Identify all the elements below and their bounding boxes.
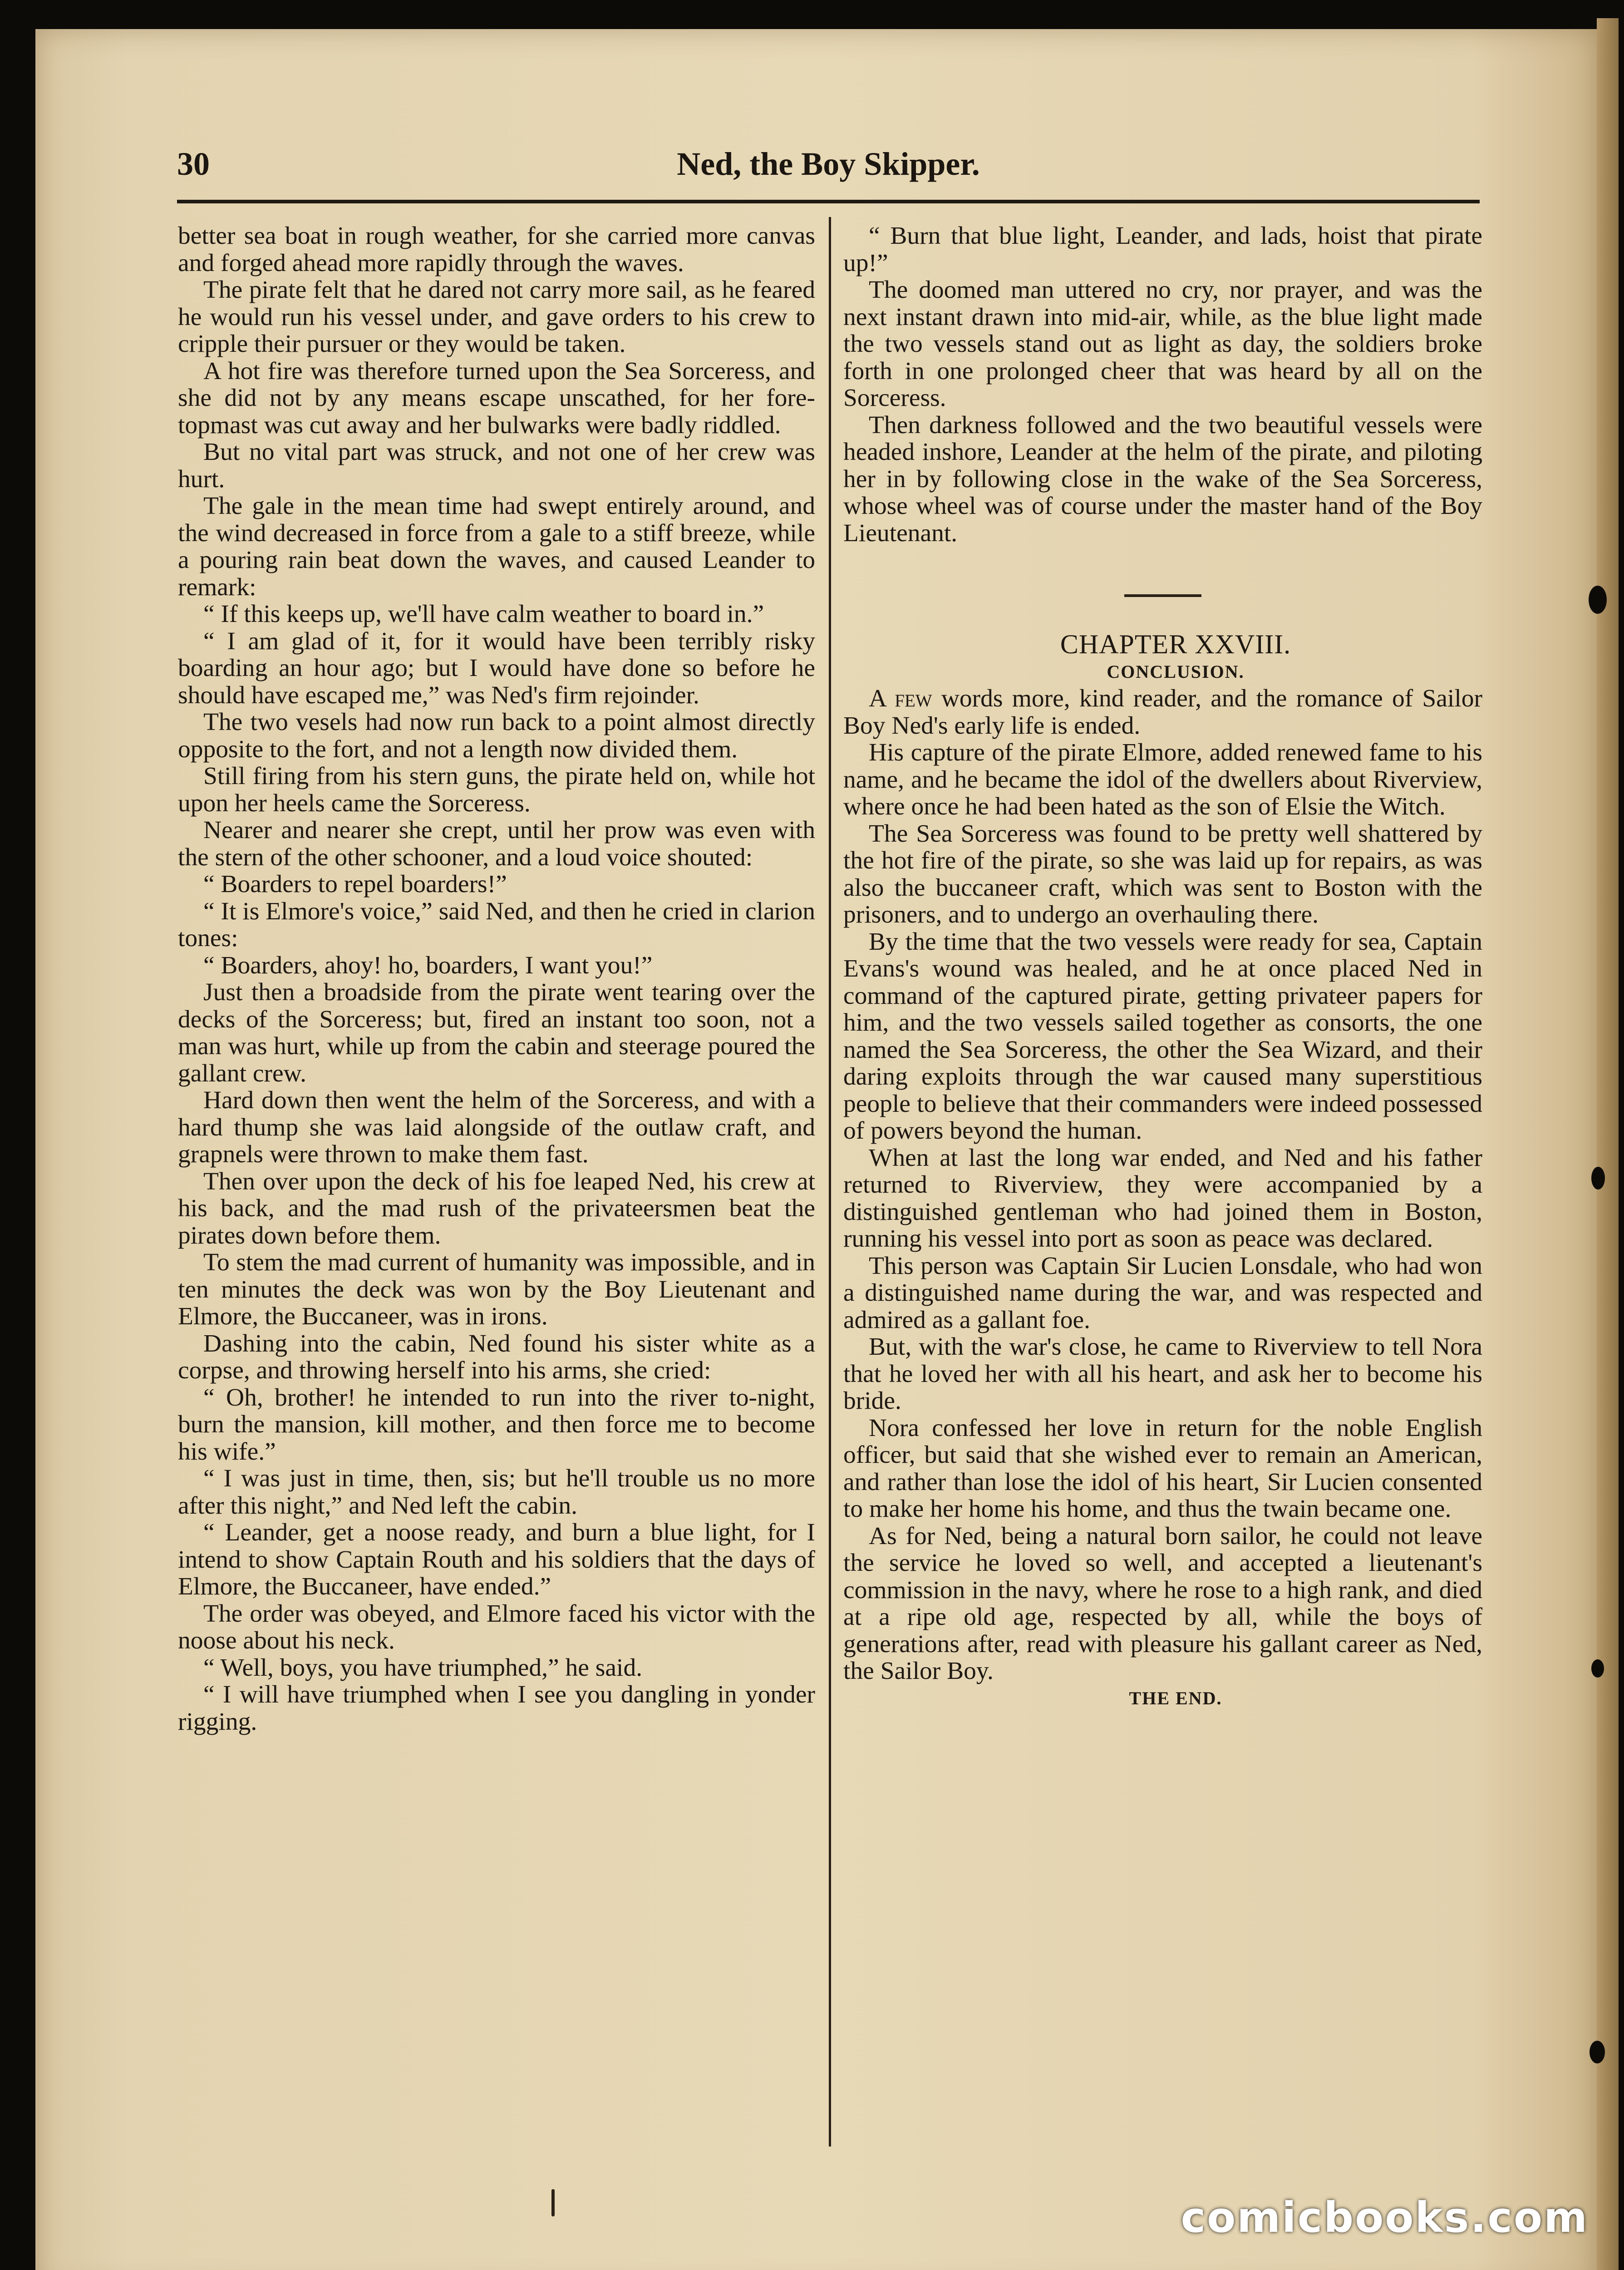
paragraph: By the time that the two vessels were ready for sea, Captain Evans's wound was healed, and he at once placed Ned in command of the captured pirate, getting privateer papers for him, and the two vessels sailed together as consorts, the one named the Sea Sorceress, the other the Sea Wizard, and their daring exploits through the war caused many superstitious people to believe that their commanders were indeed possessed of powers beyond the human. <box>843 928 1482 1145</box>
paragraph: Then darkness followed and the two beautiful vessels were headed inshore, Leander at the helm of the pirate, and piloting her in by following close in the wake of the Sea Sorceress, whose wheel was of course under the master hand of the Boy Lieutenant. <box>843 411 1482 547</box>
header-rule <box>177 200 1480 203</box>
paragraph: The doomed man uttered no cry, nor prayer, and was the next instant drawn into mid-air, while, as the blue light made the two vessels stand out as light as day, the soldiers broke forth in one prolonged cheer that was heard by all on the Sorceress. <box>843 276 1482 412</box>
left-column <box>178 222 815 1735</box>
right-column <box>843 222 1482 1712</box>
paragraph: But no vital part was struck, and not one of her crew was hurt. <box>178 438 815 493</box>
paragraph: Then over upon the deck of his foe leaped Ned, his crew at his back, and the mad rush of the privateersmen beat the pirates down before them. <box>178 1167 815 1249</box>
binding-hole <box>1591 1659 1604 1678</box>
paragraph: Dashing into the cabin, Ned found his sister white as a corpse, and throwing herself into his arms, she cried: <box>178 1329 815 1384</box>
paragraph: As for Ned, being a natural born sailor, he could not leave the service he loved so well, and accepted a lieutenant's commission in the navy, where he rose to a high rank, and died at a ripe old age, respected by all, while the boys of generations after, read with pleasure his gallant career as Ned, the Sailor Boy. <box>843 1522 1482 1685</box>
paragraph: “ I am glad of it, for it would have been terribly risky boarding an hour ago; but I would have done so before he should have escaped me,” was Ned's firm rejoinder. <box>178 627 815 709</box>
paragraph: His capture of the pirate Elmore, added renewed fame to his name, and he became the idol of the dwellers about Riverview, where once he had been hated as the son of Elsie the Witch. <box>843 739 1482 820</box>
paragraph: Hard down then went the helm of the Sorceress, and with a hard thump she was laid alongside of the outlaw craft, and grapnels were thrown to make them fast. <box>178 1086 815 1168</box>
paragraph: “ I will have triumphed when I see you dangling in yonder rigging. <box>178 1681 815 1736</box>
opening-small-caps: A few <box>869 685 932 712</box>
watermark: comicbooks.com <box>1181 2193 1589 2242</box>
page-header <box>177 145 1480 195</box>
paragraph: “ Boarders, ahoy! ho, boarders, I want you!” <box>203 951 653 979</box>
paragraph: “ Well, boys, you have triumphed,” he said. <box>203 1653 643 1682</box>
page-number: 30 <box>177 146 210 182</box>
paragraph: The order was obeyed, and Elmore faced his victor with the noose about his neck. <box>178 1599 815 1654</box>
paragraph: To stem the mad current of humanity was impossible, and in ten minutes the deck was won by the Boy Lieutenant and Elmore, the Buccaneer, was in irons. <box>178 1248 815 1330</box>
chapter-opening-paragraph <box>843 685 1482 739</box>
page-edge <box>1597 18 1619 2270</box>
binding-hole <box>1591 1167 1605 1189</box>
paragraph: “ Oh, brother! he intended to run into the river to-night, burn the mansion, kill mother, and then force me to become his wife.” <box>178 1383 815 1466</box>
paragraph: “ If this keeps up, we'll have calm weather to board in.” <box>203 600 764 628</box>
paragraph: “ I was just in time, then, sis; but he'll trouble us no more after this night,” and Ned left the cabin. <box>178 1465 815 1520</box>
print-mark <box>551 2189 555 2216</box>
section-rule <box>1124 594 1201 597</box>
opening-text: words more, kind reader, and the romance of Sailor Boy Ned's early life is ended. <box>843 685 1482 740</box>
paragraph: “ Boarders to repel boarders!” <box>203 870 507 898</box>
column-divider <box>829 217 831 2147</box>
paragraph: But, with the war's close, he came to Riverview to tell Nora that he loved her with all his heart, and ask her to become his bride. <box>843 1333 1482 1415</box>
paragraph: “ It is Elmore's voice,” said Ned, and then he cried in clarion tones: <box>178 897 815 952</box>
binding-hole <box>1590 2041 1605 2063</box>
paragraph: The two vesels had now run back to a point almost directly opposite to the fort, and not a length now divided them. <box>178 708 815 763</box>
paragraph: A hot fire was therefore turned upon the Sea Sorceress, and she did not by any means escape unscathed, for her fore-topmast was cut away and her bulwarks were badly riddled. <box>178 357 815 439</box>
paragraph: Just then a broadside from the pirate went tearing over the decks of the Sorceress; but, fired an instant too soon, not a man was hurt, while up from the cabin and steerage poured the gallant crew. <box>178 978 815 1087</box>
paragraph: The gale in the mean time had swept entirely around, and the wind decreased in force from a gale to a stiff breeze, while a pouring rain beat down the waves, and caused Leander to remark: <box>178 492 815 601</box>
paragraph: When at last the long war ended, and Ned and his father returned to Riverview, they were accompanied by a distinguished gentleman who had joined them in Boston, running his vessel into port as soon as peace was declared. <box>843 1144 1482 1253</box>
paragraph: Nora confessed her love in return for the noble English officer, but said that she wished ever to remain an American, and rather than lose the idol of his heart, Sir Lucien consented to make her home his home, and thus the twain became one. <box>843 1414 1482 1523</box>
paragraph: The Sea Sorceress was found to be pretty well shattered by the hot fire of the pirate, so she was laid up for repairs, as was also the buccaneer craft, which was sent to Boston with the prisoners, and to undergo an overhauling there. <box>843 819 1482 928</box>
chapter-title: CHAPTER XXVIII. <box>1060 629 1291 659</box>
paragraph: “ Leander, get a noose ready, and burn a blue light, for I intend to show Captain Routh and his soldiers that the days of Elmore, the Buccaneer, have ended.” <box>178 1519 815 1600</box>
paragraph: The pirate felt that he dared not carry more sail, as he feared he would run his vessel under, and gave orders to his crew to cripple their pursuer or they would be taken. <box>178 276 815 358</box>
the-end: THE END. <box>1129 1688 1222 1708</box>
paragraph: Still firing from his stern guns, the pirate held on, while hot upon her heels came the Sorceress. <box>178 762 815 817</box>
binding-hole <box>1589 586 1607 614</box>
chapter-subtitle: CONCLUSION. <box>1107 661 1245 682</box>
paragraph: This person was Captain Sir Lucien Lonsdale, who had won a distinguished name during the war, and was respected and admired as a gallant foe. <box>843 1252 1482 1334</box>
paragraph: better sea boat in rough weather, for she carried more canvas and forged ahead more rapidly through the waves. <box>178 222 815 277</box>
running-title: Ned, the Boy Skipper. <box>677 146 980 182</box>
paragraph: “ Burn that blue light, Leander, and lads, hoist that pirate up!” <box>843 222 1482 277</box>
paragraph: Nearer and nearer she crept, until her prow was even with the stern of the other schooner, and a loud voice shouted: <box>178 816 815 871</box>
